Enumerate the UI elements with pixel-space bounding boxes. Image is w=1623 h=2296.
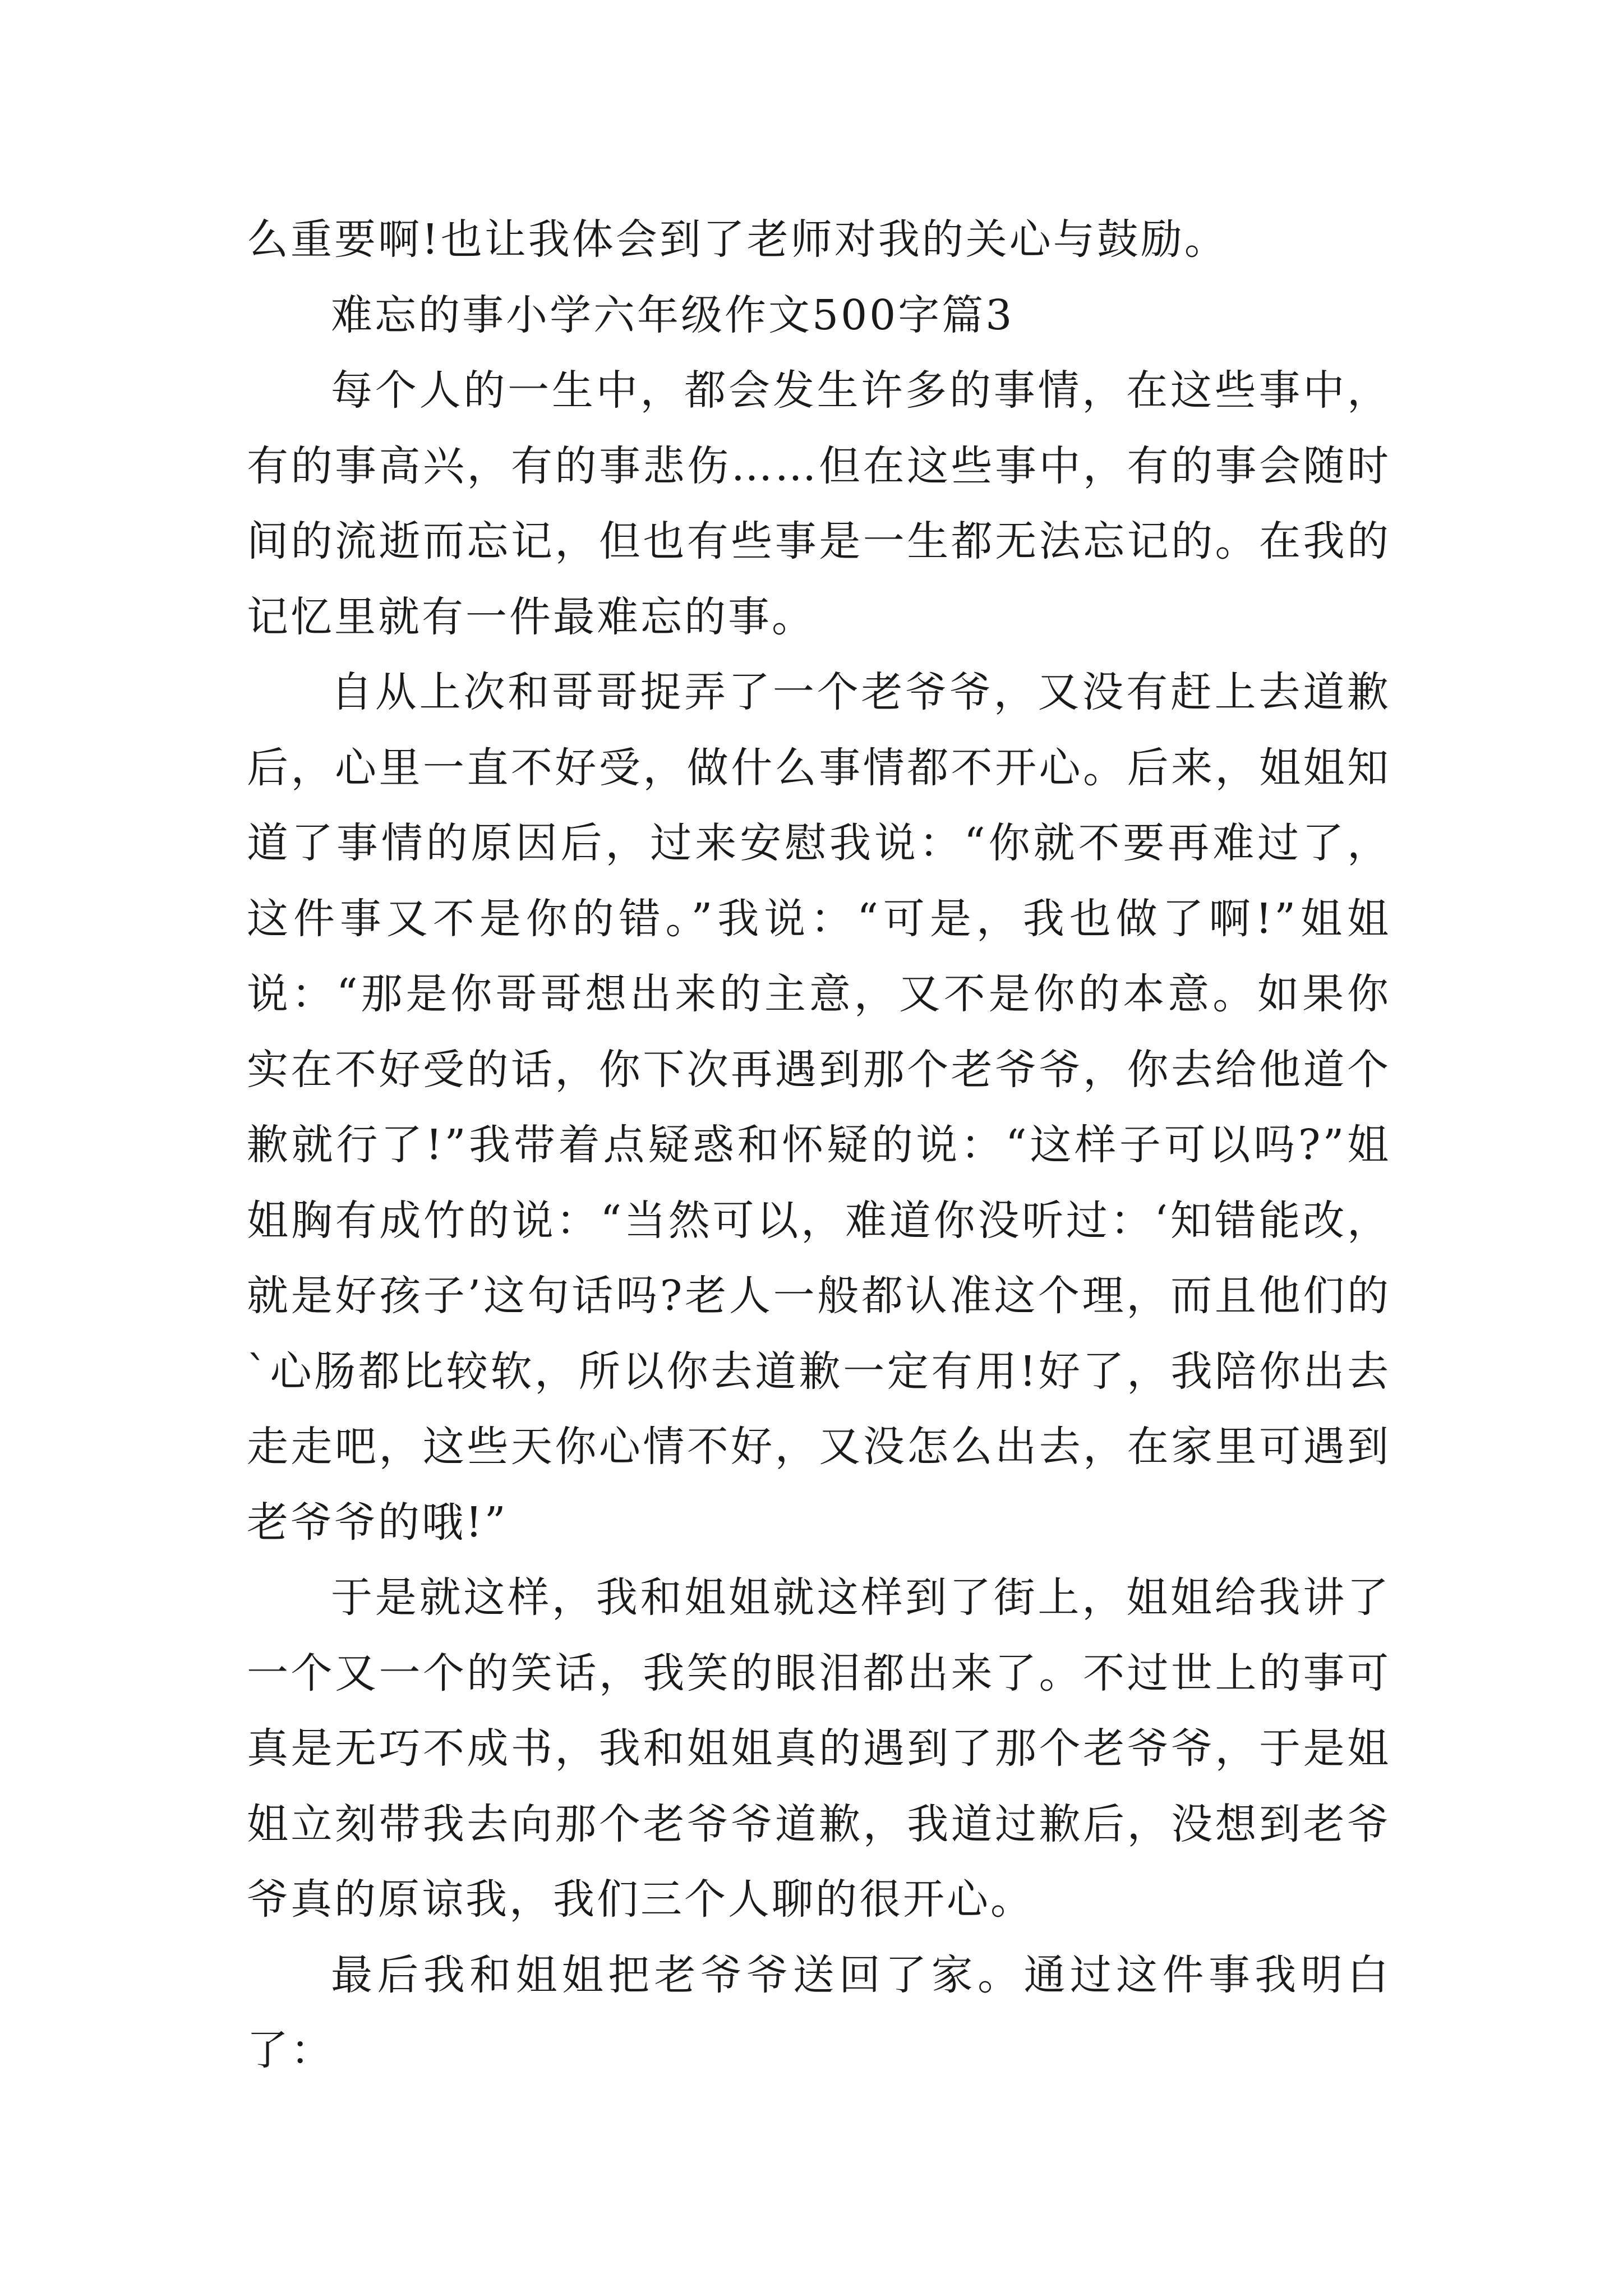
paragraph-intro: 每个人的一生中，都会发生许多的事情，在这些事中，有的事高兴，有的事悲伤……但在这些事中，有的事会随时间的流逝而忘记，但也有些事是一生都无法忘记的。在我的记忆里就有一件最难忘的事。 (247, 366, 1391, 641)
document-body (247, 202, 1391, 2088)
paragraph-street-meeting: 于是就这样，我和姐姐就这样到了街上，姐姐给我讲了一个又一个的笑话，我笑的眼泪都出来了。不过世上的事可真是无巧不成书，我和姐姐真的遇到了那个老爷爷，于是姐姐立刻带我去向那个老爷爷道歉，我道过歉后，没想到老爷爷真的原谅我，我们三个人聊的很开心。 (247, 1573, 1391, 1924)
section-heading: 难忘的事小学六年级作文500字篇3 (331, 291, 1015, 339)
paragraph-continuation: 么重要啊!也让我体会到了老师对我的关心与鼓励。 (247, 215, 1228, 264)
paragraph-sister-comfort: 自从上次和哥哥捉弄了一个老爷爷，又没有赶上去道歉后，心里一直不好受，做什么事情都不开心。后来，姐姐知道了事情的原因后，过来安慰我说：“你就不要再难过了，这件事又不是你的错。”我说：“可是，我也做了啊!”姐姐说：“那是你哥哥想出来的主意，又不是你的本意。如果你实在不好受的话，你下次再遇到那个老爷爷，你去给他道个歉就行了!”我带着点疑惑和怀疑的说：“这样子可以吗?”姐姐胸有成竹的说：“当然可以，难道你没听过：‘知错能改，就是好孩子’这句话吗?老人一般都认准这个理，而且他们的`心肠都比较软，所以你去道歉一定有用!好了，我陪你出去走走吧，这些天你心情不好，又没怎么出去，在家里可遇到老爷爷的哦!” (247, 668, 1391, 1547)
paragraph-conclusion: 最后我和姐姐把老爷爷送回了家。通过这件事我明白了： (247, 1950, 1391, 2074)
